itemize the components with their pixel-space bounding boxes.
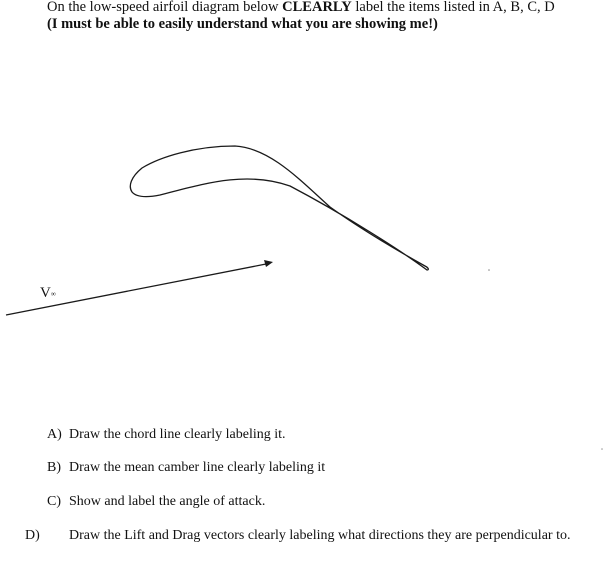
instruction-text-end: label the items listed in A, B, C, D	[351, 0, 555, 15]
instruction-text-start: On the low-speed airfoil diagram below	[47, 0, 283, 15]
instruction-emphasis: CLEARLY	[282, 0, 352, 15]
question-a	[47, 427, 587, 443]
question-c	[47, 494, 587, 510]
question-text: Draw the mean camber line clearly labeling it	[69, 460, 326, 475]
question-b	[47, 460, 587, 476]
freestream-velocity-label	[40, 284, 56, 303]
question-letter: A)	[47, 427, 62, 442]
question-letter: C)	[47, 494, 61, 509]
question-text: Show and label the angle of attack.	[69, 494, 266, 509]
question-text: Draw the chord line clearly labeling it.	[69, 427, 286, 442]
question-d	[25, 528, 587, 544]
airfoil-outline	[130, 146, 428, 270]
question-letter: D)	[25, 528, 40, 543]
question-text: Draw the Lift and Drag vectors clearly labeling what directions they are perpendicular to.	[69, 528, 571, 543]
velocity-subscript: ∞	[50, 290, 56, 298]
instruction-note: (I must be able to easily understand what you are showing me!)	[47, 16, 438, 32]
speck-mark	[601, 448, 603, 450]
velocity-symbol: V	[40, 285, 51, 301]
freestream-arrow-head	[264, 260, 273, 267]
speck-mark	[488, 269, 490, 271]
question-letter: B)	[47, 460, 61, 475]
